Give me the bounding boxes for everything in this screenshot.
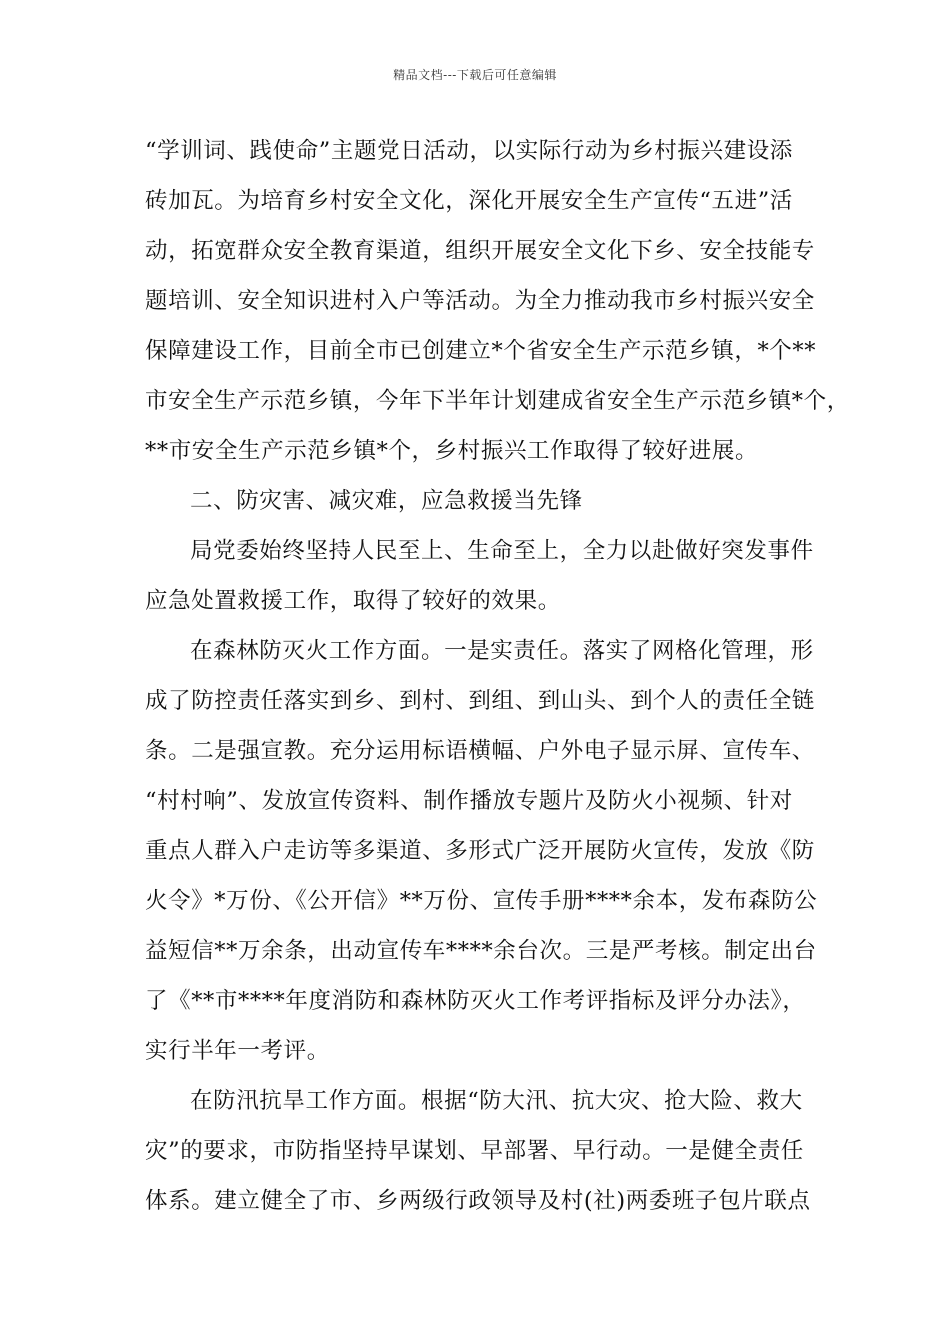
paragraph-line: 实行半年一考评。 (145, 1038, 330, 1064)
paragraph-line: 砖加瓦。为培育乡村安全文化，深化开展安全生产宣传“五进”活 (145, 188, 793, 214)
paragraph-line: 保障建设工作，目前全市已创建立*个省安全生产示范乡镇，*个** (145, 338, 817, 364)
paragraph-line: 局党委始终坚持人民至上、生命至上，全力以赴做好突发事件 (190, 538, 814, 564)
paragraph-line: **市安全生产示范乡镇*个，乡村振兴工作取得了较好进展。 (145, 438, 759, 464)
paragraph-line: 在防汛抗旱工作方面。根据“防大汛、抗大灾、抢大险、救大 (190, 1088, 803, 1114)
paragraph-line: 在森林防灭火工作方面。一是实责任。落实了网格化管理，形 (190, 638, 814, 664)
paragraph-line: 条。二是强宣教。充分运用标语横幅、户外电子显示屏、宣传车、 (145, 738, 815, 764)
section-heading: 二、防灾害、减灾难，应急救援当先锋 (190, 488, 583, 514)
paragraph-line: 题培训、安全知识进村入户等活动。为全力推动我市乡村振兴安全 (145, 288, 815, 314)
paragraph-line: “学训词、践使命”主题党日活动，以实际行动为乡村振兴建设添 (145, 138, 793, 164)
paragraph-line: 体系。建立健全了市、乡两级行政领导及村(社)两委班子包片联点 (145, 1188, 811, 1214)
paragraph-line: “村村响”、发放宣传资料、制作播放专题片及防火小视频、针对 (145, 788, 793, 814)
page-header: 精品文档---下载后可任意编辑 (393, 68, 557, 82)
paragraph-line: 成了防控责任落实到乡、到村、到组、到山头、到个人的责任全链 (145, 688, 815, 714)
paragraph-line: 益短信**万余条，出动宣传车****余台次。三是严考核。制定出台 (145, 938, 817, 964)
paragraph-line: 了《**市****年度消防和森林防灭火工作考评指标及评分办法》， (145, 988, 806, 1014)
paragraph-line: 市安全生产示范乡镇，今年下半年计划建成省安全生产示范乡镇*个， (145, 388, 850, 414)
paragraph-line: 应急处置救援工作，取得了较好的效果。 (145, 588, 561, 614)
paragraph-line: 火令》*万份、《公开信》**万份、宣传手册****余本，发布森防公 (145, 888, 818, 914)
paragraph-line: 灾”的要求，市防指坚持早谋划、早部署、早行动。一是健全责任 (145, 1138, 804, 1164)
paragraph-line: 重点人群入户走访等多渠道、多形式广泛开展防火宣传，发放《防 (145, 838, 815, 864)
paragraph-line: 动，拓宽群众安全教育渠道，组织开展安全文化下乡、安全技能专 (145, 238, 815, 264)
